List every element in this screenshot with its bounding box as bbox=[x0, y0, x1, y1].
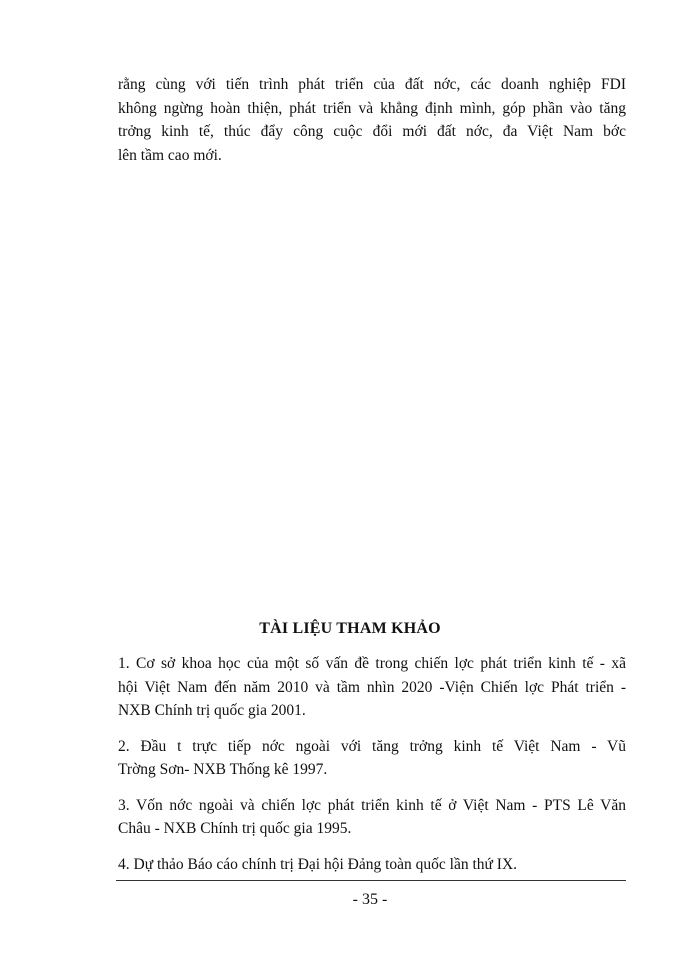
reference-item bbox=[118, 652, 626, 723]
intro-line: rằng cùng với tiến trình phát triển của đất nớc, các doanh nghiệp FDI bbox=[118, 76, 626, 93]
references-heading: TÀI LIỆU THAM KHẢO bbox=[259, 620, 441, 637]
intro-line: lên tầm cao mới. bbox=[118, 146, 222, 164]
reference-line: Trờng Sơn- NXB Thống kê 1997. bbox=[118, 761, 328, 778]
intro-paragraph bbox=[118, 73, 626, 167]
reference-line: hội Việt Nam đến năm 2010 và tầm nhìn 2020 -Viện Chiến lợc Phát triển - bbox=[118, 678, 626, 696]
intro-line: không ngừng hoàn thiện, phát triển và khẳng định mình, góp phần vào tăng bbox=[118, 99, 626, 117]
reference-item bbox=[118, 735, 626, 782]
intro-line: trởng kinh tế, thúc đẩy công cuộc đổi mới đất nớc, đa Việt Nam bớc bbox=[118, 123, 626, 140]
references-list bbox=[118, 652, 626, 888]
reference-line: NXB Chính trị quốc gia 2001. bbox=[118, 702, 306, 719]
reference-line: 2. Đầu t trực tiếp nớc ngoài với tăng trởng kinh tế Việt Nam - Vũ bbox=[118, 737, 626, 755]
footer-divider bbox=[116, 880, 626, 881]
reference-item bbox=[118, 853, 626, 877]
reference-line: Châu - NXB Chính trị quốc gia 1995. bbox=[118, 820, 352, 837]
reference-line: 3. Vốn nớc ngoài và chiến lợc phát triển kinh tế ở Việt Nam - PTS Lê Văn bbox=[118, 796, 626, 814]
reference-item bbox=[118, 794, 626, 841]
page-number: - 35 - bbox=[352, 891, 388, 908]
reference-line: 4. Dự thảo Báo cáo chính trị Đại hội Đảng toàn quốc lần thứ IX. bbox=[118, 855, 518, 873]
reference-line: 1. Cơ sở khoa học của một số vấn đề trong chiến lợc phát triển kinh tế - xã bbox=[118, 655, 626, 672]
